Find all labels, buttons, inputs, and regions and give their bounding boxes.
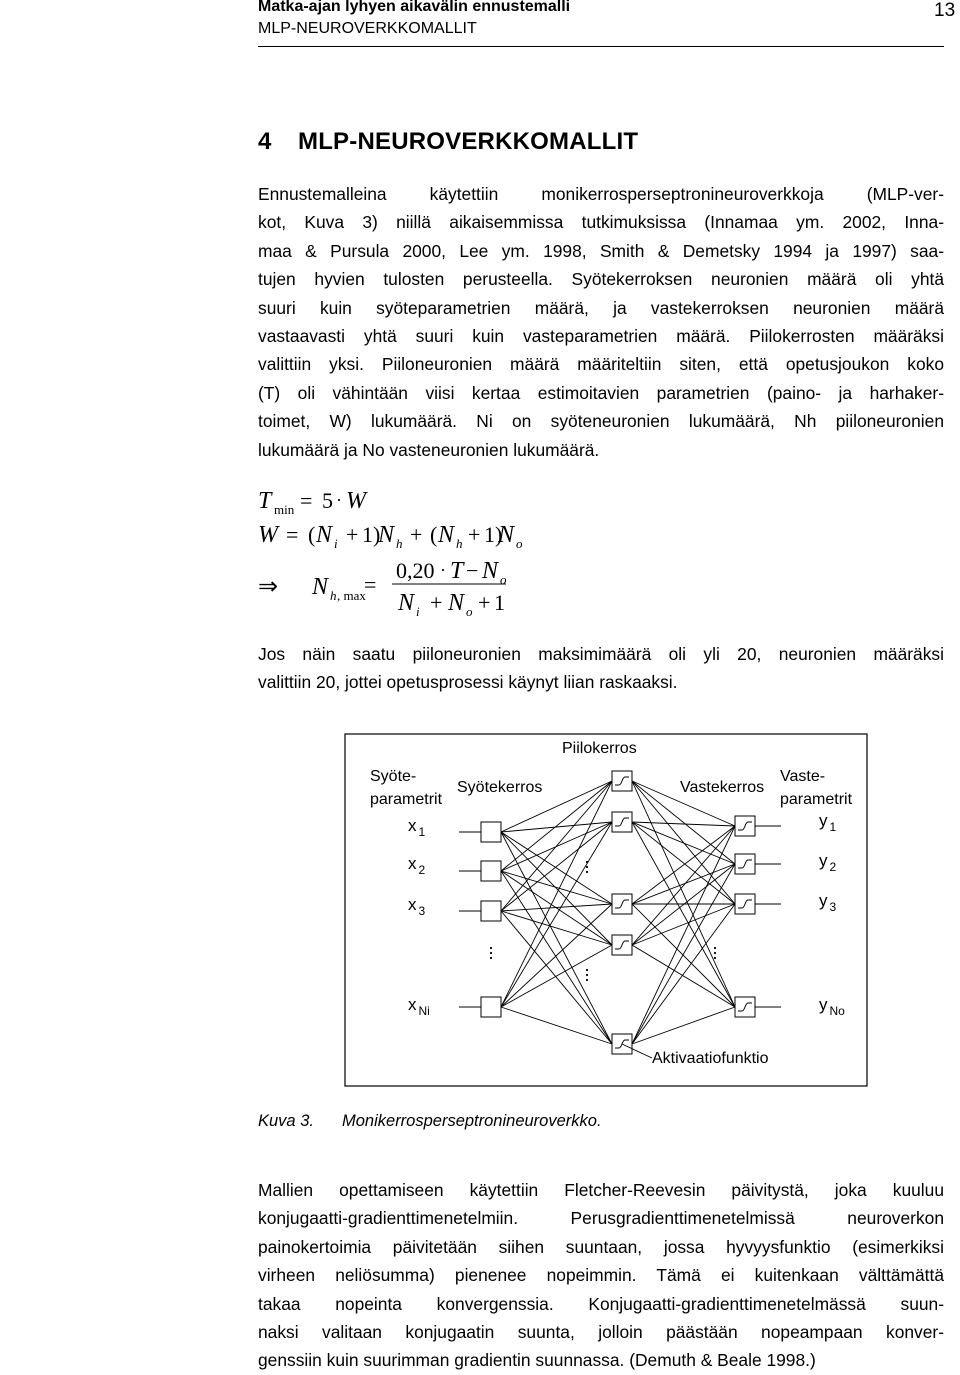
text-line: maa & Pursula 2000, Lee ym. 1998, Smith & Demetsky 1994 ja 1997) saa- — [258, 240, 944, 261]
output-y3: y $_3$ — [819, 891, 837, 914]
connection — [501, 904, 612, 1007]
connection — [501, 822, 612, 1007]
output-neuron — [735, 816, 755, 836]
hidden-neuron — [612, 894, 632, 914]
connection — [501, 904, 612, 911]
text-line: Mallien opettamiseen käytettiin Fletcher-Reevesin päivitystä, joka kuuluu — [258, 1180, 944, 1200]
text-line: vastaavasti yhtä suuri kuin vasteparametrien määrä. Piilokerrosten määräksi — [258, 325, 944, 346]
svg-text:N: N — [312, 574, 329, 600]
output-yNo: y $_{No}$ — [819, 995, 845, 1018]
svg-text:=: = — [364, 572, 377, 597]
hidden-layer-label: Piilokerros — [562, 740, 637, 757]
input-layer-label: Syötekerros — [457, 779, 543, 796]
activation-label: Aktivaatiofunktio — [652, 1050, 769, 1067]
connection — [632, 864, 735, 945]
text-line: naksi valitaan konjugaatin suunta, jolloin päästään nopeampaan konver- — [258, 1321, 944, 1342]
svg-text:N: N — [398, 590, 415, 616]
svg-text:h: h — [456, 536, 463, 551]
text-line: kot, Kuva 3) niillä aikaisemmissa tutkimuksissa (Innamaa ym. 2002, Inna- — [258, 212, 944, 233]
connection — [632, 826, 735, 1044]
connection — [501, 871, 612, 904]
svg-text:·: · — [336, 490, 342, 510]
connection — [501, 781, 612, 911]
svg-text:−: − — [466, 558, 479, 583]
input-neuron — [481, 901, 501, 921]
svg-text:o: o — [500, 572, 507, 587]
section-number: 4 — [258, 128, 272, 155]
output-neuron — [735, 894, 755, 914]
input-neuron — [481, 861, 501, 881]
svg-text:N: N — [498, 522, 515, 548]
running-header-subtitle: MLP-NEUROVERKKOMALLIT — [258, 20, 477, 37]
svg-text:, max: , max — [337, 588, 366, 603]
connection — [501, 911, 612, 1044]
svg-text:h: h — [330, 588, 337, 603]
svg-text:W: W — [346, 488, 366, 514]
connection — [632, 904, 735, 1007]
ellipsis-dots — [490, 861, 716, 981]
input-neuron — [481, 822, 501, 842]
input-params-label-2: parametrit — [370, 791, 443, 808]
input-x1: x $_1$ — [408, 816, 426, 839]
svg-text:i: i — [334, 536, 338, 551]
svg-text:T: T — [450, 558, 464, 584]
connection — [501, 822, 612, 832]
text-line: konjugaatti-gradienttimenetelmiin. Perusgradienttimenetelmissä neuroverkon — [258, 1208, 944, 1229]
connection — [632, 1007, 735, 1044]
svg-text:o: o — [516, 536, 523, 551]
text-line: suuri kuin syöteparametrien määrä, ja vastekerroksen neuronien määrä — [258, 297, 944, 318]
svg-text:5: 5 — [322, 488, 333, 513]
svg-text:·: · — [440, 560, 446, 580]
hidden-neuron — [612, 771, 632, 791]
svg-text:(: ( — [308, 522, 316, 547]
output-y1: y $_1$ — [819, 811, 837, 834]
text-line: lukumäärä ja No vasteneuronien lukumäärä. — [258, 439, 600, 460]
output-y2: y $_2$ — [819, 851, 837, 874]
text-line: takaa nopeinta konvergenssia. Konjugaatti-gradienttimenetelmässä suun- — [258, 1293, 944, 1314]
input-x3: x $_3$ — [408, 895, 426, 918]
connection — [501, 781, 612, 1007]
output-params-label-1: Vaste- — [780, 768, 826, 785]
svg-text:+: + — [430, 590, 443, 615]
svg-text:N: N — [438, 522, 455, 548]
running-header-title: Matka-ajan lyhyen aikavälin ennustemalli — [258, 0, 571, 15]
svg-text:N: N — [316, 522, 333, 548]
svg-text:+: + — [468, 522, 481, 547]
input-xNi: x $_{Ni}$ — [408, 995, 430, 1018]
connection — [501, 945, 612, 1007]
svg-text:0,20: 0,20 — [396, 558, 435, 583]
text-line: Jos näin saatu piiloneuronien maksimimäärä oli yli 20, neuronien määräksi — [258, 644, 944, 664]
page-number: 13 — [934, 0, 956, 21]
figure-caption — [258, 1112, 602, 1131]
svg-text:h: h — [396, 536, 403, 551]
paragraph-training — [258, 1176, 944, 1375]
output-layer-label: Vastekerros — [680, 779, 765, 796]
svg-text:(: ( — [430, 522, 438, 547]
svg-text:o: o — [466, 604, 473, 619]
svg-text:1: 1 — [494, 590, 505, 615]
input-x2: x $_2$ — [408, 854, 426, 877]
svg-text:i: i — [416, 604, 420, 619]
output-params-label-2: parametrit — [780, 791, 853, 808]
text-line: genssiin kuin suurimman gradientin suunnassa. (Demuth & Beale 1998.) — [258, 1350, 816, 1371]
input-neuron — [481, 997, 501, 1017]
svg-text:N: N — [378, 522, 395, 548]
svg-text:N: N — [482, 558, 499, 584]
svg-text:min: min — [274, 502, 295, 517]
connection — [632, 822, 735, 1007]
text-line: virheen neliösumma) pienenee nopeimmin. Tämä ei kuitenkaan välttämättä — [258, 1265, 944, 1286]
svg-text:1): 1) — [484, 522, 503, 547]
svg-text:+: + — [478, 590, 491, 615]
connection — [501, 871, 612, 1044]
svg-text:T: T — [258, 488, 272, 514]
connection — [632, 864, 735, 904]
connection — [501, 822, 612, 911]
hidden-neuron — [612, 812, 632, 832]
svg-text:⇒: ⇒ — [258, 574, 279, 600]
text-line: painokertoimia päivitetään siihen suuntaan, jossa hyvyysfunktio (esimerkiksi — [258, 1236, 944, 1257]
text-line: (T) oli vähintään viisi kertaa estimoitavien parametrien (paino- ja harhaker- — [258, 382, 944, 403]
svg-text:1): 1) — [362, 522, 381, 547]
svg-text:+: + — [410, 522, 423, 547]
connection — [632, 781, 735, 1007]
input-params-label-1: Syöte- — [370, 768, 417, 785]
text-line: tujen hyvien tulosten perusteella. Syötekerroksen neuronien määrä oli yhtä — [258, 269, 944, 290]
caption-label: Kuva 3. — [258, 1112, 314, 1130]
text-line: Ennustemalleina käytettiin monikerrosperseptronineuroverkkoja (MLP-ver- — [258, 184, 944, 204]
text-line: valittiin yksi. Piiloneuronien määrä määriteltiin siten, että opetusjoukon koko — [258, 354, 944, 375]
output-neuron — [735, 997, 755, 1017]
section-title: MLP-NEUROVERKKOMALLIT — [298, 128, 639, 155]
connection — [632, 826, 735, 904]
text-line: toimet, W) lukumäärä. Ni on syöteneuronien lukumäärä, Nh piiloneuronien — [258, 411, 944, 432]
svg-text:=: = — [300, 488, 313, 513]
text-line: valittiin 20, jottei opetusprosessi käynyt liian raskaaksi. — [258, 672, 678, 693]
hidden-neuron — [612, 935, 632, 955]
connection — [501, 871, 612, 945]
svg-text:+: + — [346, 522, 359, 547]
svg-text:N: N — [448, 590, 465, 616]
output-neuron — [735, 854, 755, 874]
svg-text:=: = — [286, 522, 299, 547]
svg-text:W: W — [258, 522, 278, 548]
caption-text: Monikerrosperseptronineuroverkko. — [342, 1112, 602, 1130]
